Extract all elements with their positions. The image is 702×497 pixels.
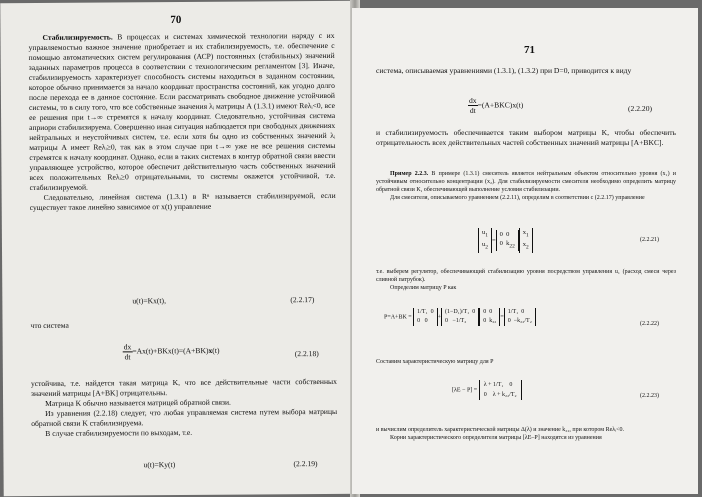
equation-number-2-2-21: (2.2.21) xyxy=(640,237,659,243)
equation-2-2-22-lhs: P=A+BK = xyxy=(384,314,412,321)
equation-number-2-2-20: (2.2.20) xyxy=(628,104,653,113)
text-chto-sistema: что система xyxy=(30,320,69,331)
equation-number-2-2-23: (2.2.23) xyxy=(640,393,659,399)
define-p-paragraph: Определим матрицу P как xyxy=(390,285,457,291)
equation-2-2-21: $u_1$ $u_2=0$ 0 0 $k_{22}x_1$ $x_2$ xyxy=(478,228,533,253)
matrix-k-paragraph: Матрица K обычно называется матрицей обратной связи. xyxy=(45,397,231,408)
regulator-paragraphs xyxy=(376,268,676,292)
system-paragraph: система, описываемая уравнениями (1.3.1), (1.3.2) при D=0, приводится к виду xyxy=(376,66,632,75)
stabilization-ensured-paragraph: и стабилизируемость обеспечивается таким выбором матрицы K, чтобы обеспечить отрицательность всех действительных частей собственных значений матрицы [A+BKC]. xyxy=(376,128,676,147)
stabilizability-title: Стабилизируемость. xyxy=(42,32,113,42)
example-paragraph-2: Для смесителя, описываемого уравнением (2.2.11), определим в соответствии с (2.2.17) управление xyxy=(390,195,645,201)
page-number-left: 70 xyxy=(170,13,182,27)
equation-2-2-18: $\frac{dx}{dt}$ =Ax(t)+BKx(t)=(A+BK)x(t) xyxy=(123,342,220,362)
equation-2-2-22: P=A+BK = 1/T₁ 0 0 0+(1−D₁)/T₁ 0 0 −1/T₂0 0 0 k₂₂=1/T₁ 0 0 −k₂₂/T₂ xyxy=(384,308,634,326)
roots-paragraph: Корни характеристического определителя матрицы [λE–P] находятся из уравнения xyxy=(390,435,602,441)
example-body: В примере (1.3.1) смеситель является нейтральным объектом относительно уровня (x₁) и устойчивым относительно концентрации (x₂). Для стабилизируемости смесителя необходимо определить матрицу обратной связи K, обеспечивающей выполнение условия стабилизации. xyxy=(376,171,677,193)
equation-2-2-23: [λE − P] = λ + 1/T₁ 0 0 λ + k₂₂/T₂ xyxy=(452,380,522,400)
left-page xyxy=(0,1,359,496)
stabilizability-paragraph xyxy=(28,31,335,213)
choose-regulator-paragraph: т.е. выберем регулятор, обеспечивающий стабилизацию уровня посредством управления u₁ (расход смеси через сливной патрубок). xyxy=(376,269,676,283)
stabilizability-body: В процессах и системах химической технологии наряду с их управляемостью важное значение приобретает и их стабилизируемость, т.е. обеспечение с помощью автоматических систем регулирования (АСР) постоянных (стабильных) значений заданных параметров процесса в соответствии с технологическим регламентом [3]. Иначе, стабилизируемость характеризует способность системы находиться в заданном состоянии, которое обычно принимается за начало координат пространства состояний, как угодно долго после перехода ее в данное состояние. Если рассматривать свободное движение устойчивой системы, то в силу того, что все собственные значения λᵢ матрицы А (1.3.1) имеют Reλᵢ<0, все ее решения при t→∞ стремятся к началу координат. Следовательно, устойчивая система априори стабилизируема. Совершенно иная ситуация наблюдается при свободных движениях нейтральных и неустойчивых систем, т.е. если хотя бы одно из собственных значений λᵢ матрицы А имеет Reλᵢ≥0, так как в этом случае при t→∞ уже не все решения системы стремятся к началу координат. Однако, если в таких системах в контур обратной связи ввести управляющее устройство, которое обеспечит действительную часть собственных значений всех положительных Reλᵢ≥0 отрицательными, то системы окажется устойчивой, т.е. стабилизируемой. xyxy=(28,30,336,193)
characteristic-paragraph: Составим характеристическую матрицу для P xyxy=(376,359,494,365)
right-page xyxy=(352,8,698,494)
example-title: Пример 2.2.3. xyxy=(390,171,429,177)
equation-number-2-2-22: (2.2.22) xyxy=(640,321,659,327)
example-block xyxy=(376,170,676,202)
closing-paragraphs xyxy=(376,426,676,442)
equation-number-2-2-19: (2.2.19) xyxy=(293,459,318,469)
compute-determinant-paragraph: и вычислим определитель характеристической матрицы Δ(λ) и значение k₂₂, при котором Reλᵢ<0. xyxy=(376,427,625,433)
page-number-right: 71 xyxy=(524,44,535,56)
equation-number-2-2-17: (2.2.17) xyxy=(290,295,315,305)
from-equation-paragraph: Из уравнения (2.2.18) следует, что любая управляемая система путем выбора матрицы обратной связи K стабилизируема. xyxy=(31,406,338,429)
consequently-paragraph: Следовательно, линейная система (1.3.1) в Rⁿ называется стабилизируемой, если существует такое линейно зависимое от x(t) управление xyxy=(29,190,336,213)
output-paragraph: В случае стабилизируемости по выходам, т.е. xyxy=(45,427,193,438)
stability-paragraphs xyxy=(31,377,337,439)
equation-number-2-2-18: (2.2.18) xyxy=(294,349,319,359)
equation-2-2-19: u(t)=Ky(t) xyxy=(143,460,176,470)
equation-2-2-20: $\frac{dx}{dt}$ =(A+BKC)x(t) xyxy=(469,96,524,115)
equation-2-2-17: u(t)=Kx(t), xyxy=(132,296,166,306)
equation-2-2-20-rhs: =(A+BKC)x(t) xyxy=(477,100,524,110)
stable-paragraph: устойчива, т.е. найдется такая матрица K, что все действительные части собственных значений матрицы [A+BK] отрицательны. xyxy=(30,376,337,399)
